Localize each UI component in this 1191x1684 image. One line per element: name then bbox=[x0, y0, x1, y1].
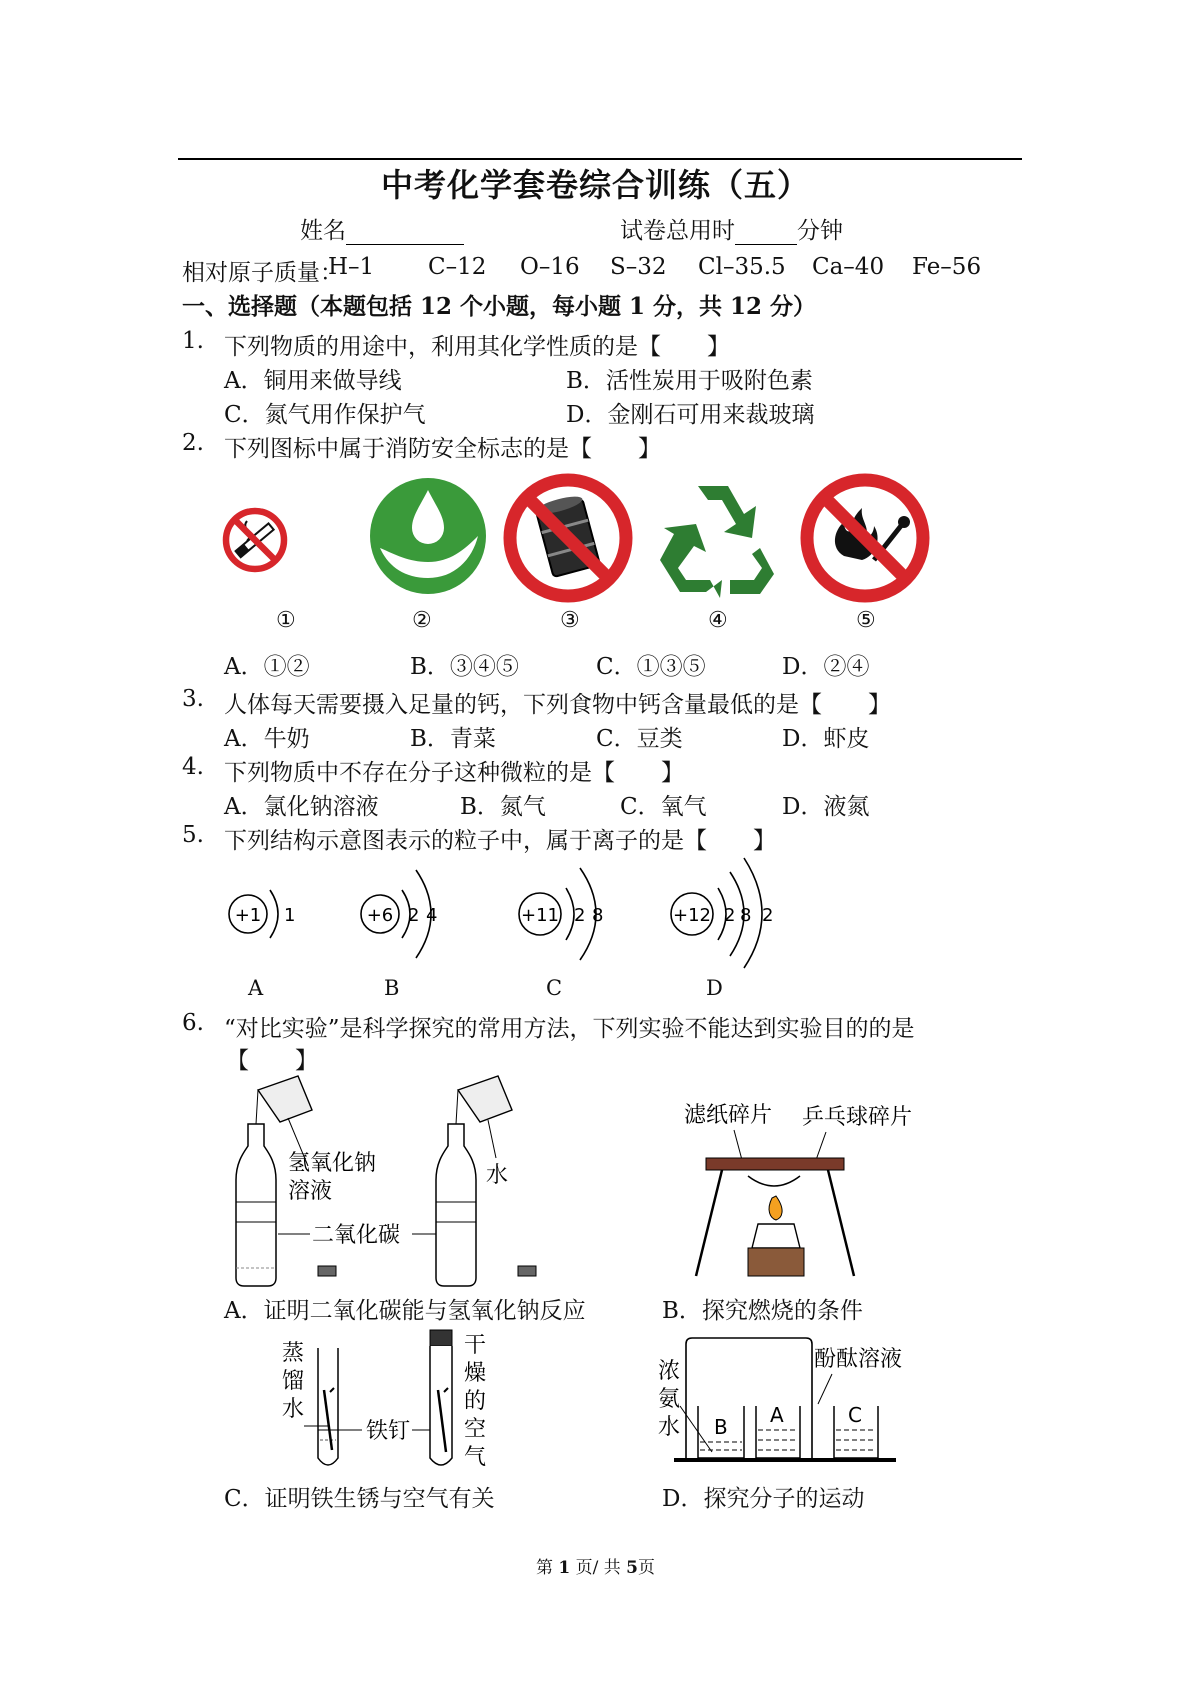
particle-diagram-d bbox=[668, 856, 798, 970]
particle-b-shell-2: 4 bbox=[426, 905, 438, 926]
page-title: 中考化学套卷综合训练（五） bbox=[380, 166, 810, 204]
q4-stem: 下列物质中不存在分子这种微粒的是【 】 bbox=[224, 760, 684, 786]
particle-c-nucleus: +11 bbox=[521, 905, 559, 926]
fig-d-ammonia-1: 浓 bbox=[658, 1359, 681, 1384]
q4-option-c[interactable]: C．氧气 bbox=[620, 794, 707, 820]
q6-caption-d: D．探究分子的运动 bbox=[662, 1486, 865, 1512]
q6-number: 6. bbox=[182, 1010, 204, 1036]
q4-number: 4. bbox=[182, 754, 204, 780]
q3-option-c[interactable]: C．豆类 bbox=[596, 726, 683, 752]
fig-d-beaker-c: C bbox=[848, 1403, 862, 1427]
q6-caption-a: A．证明二氧化碳能与氢氧化钠反应 bbox=[224, 1298, 586, 1324]
total-pages: 5 bbox=[626, 1558, 639, 1578]
no-open-flame-sign bbox=[800, 474, 930, 602]
name-field: 姓名 bbox=[300, 212, 464, 245]
fig-d-ammonia-2: 氨 bbox=[658, 1387, 681, 1412]
time-field: 试卷总用时 分钟 bbox=[620, 218, 843, 244]
q2-option-a[interactable]: A．①② bbox=[224, 654, 310, 680]
particle-label-d: D bbox=[706, 976, 723, 1000]
sign-label-1: ① bbox=[276, 608, 296, 633]
name-blank[interactable] bbox=[346, 218, 464, 245]
q2-option-d[interactable]: D．②④ bbox=[782, 654, 870, 680]
q3-number: 3. bbox=[182, 686, 204, 712]
q4-option-b[interactable]: B．氮气 bbox=[460, 794, 546, 820]
fig-a-co2-label: 二氧化碳 bbox=[312, 1223, 401, 1248]
atomic-mass-label: 相对原子质量： bbox=[182, 260, 343, 286]
q6-stem: “对比实验”是科学探究的常用方法，下列实验不能达到实验目的的是 bbox=[224, 1016, 915, 1042]
particle-c-shell-2: 8 bbox=[592, 905, 604, 926]
sign-label-2: ② bbox=[412, 608, 432, 633]
particle-d-shell-2: 8 bbox=[740, 905, 752, 926]
q1-number: 1. bbox=[182, 328, 204, 354]
q1-option-d[interactable]: D．金刚石可用来裁玻璃 bbox=[566, 402, 815, 428]
q1-option-b[interactable]: B．活性炭用于吸附色素 bbox=[566, 368, 813, 394]
fig-c-distilled-2: 馏 bbox=[282, 1369, 305, 1394]
atomic-mass-cl: Cl–35.5 bbox=[698, 254, 786, 280]
q3-option-b[interactable]: B．青菜 bbox=[410, 726, 496, 752]
fig-a-naoh-label-2: 溶液 bbox=[288, 1179, 333, 1204]
fig-c-dry-3: 的 bbox=[464, 1389, 487, 1414]
fig-c-distilled-3: 水 bbox=[282, 1397, 305, 1422]
atomic-mass-h: H–1 bbox=[328, 254, 375, 280]
fig-c-dry-1: 干 bbox=[464, 1333, 487, 1358]
particle-diagram-a bbox=[226, 862, 306, 962]
particle-d-shell-3: 2 bbox=[762, 905, 774, 926]
fig-c-dry-5: 气 bbox=[464, 1445, 487, 1470]
particle-c-shell-1: 2 bbox=[574, 905, 586, 926]
page-footer: 第 1 页/ 共 5页 bbox=[535, 1558, 656, 1578]
particle-b-shell-1: 2 bbox=[408, 905, 420, 926]
q2-stem: 下列图标中属于消防安全标志的是【 】 bbox=[224, 436, 661, 462]
sign-label-4: ④ bbox=[708, 608, 728, 633]
section-heading: 一、选择题（本题包括 12 个小题，每小题 1 分，共 12 分） bbox=[182, 293, 817, 320]
sign-label-5: ⑤ bbox=[856, 608, 876, 633]
fig-c-distilled-1: 蒸 bbox=[282, 1341, 305, 1366]
no-oil-drum-sign bbox=[504, 474, 632, 602]
q1-option-c[interactable]: C．氮气用作保护气 bbox=[224, 402, 426, 428]
fig-a-water-label: 水 bbox=[486, 1163, 509, 1188]
time-blank[interactable] bbox=[735, 218, 797, 245]
particle-b-nucleus: +6 bbox=[366, 905, 394, 926]
q4-option-a[interactable]: A．氯化钠溶液 bbox=[224, 794, 379, 820]
q3-option-d[interactable]: D．虾皮 bbox=[782, 726, 870, 752]
figure-a-co2-naoh bbox=[222, 1072, 562, 1292]
fig-a-naoh-label: 氢氧化钠 bbox=[288, 1151, 377, 1176]
q6-caption-b: B．探究燃烧的条件 bbox=[662, 1298, 863, 1324]
q6-caption-c: C．证明铁生锈与空气有关 bbox=[224, 1486, 495, 1512]
q2-option-c[interactable]: C．①③⑤ bbox=[596, 654, 706, 680]
water-drop-sign bbox=[368, 476, 488, 602]
atomic-mass-ca: Ca–40 bbox=[812, 254, 885, 280]
particle-d-nucleus: +12 bbox=[673, 905, 711, 926]
figure-d-molecules bbox=[656, 1334, 936, 1482]
particle-diagram-c bbox=[516, 858, 636, 968]
q5-number: 5. bbox=[182, 822, 204, 848]
fig-d-phenol-label: 酚酞溶液 bbox=[814, 1347, 903, 1372]
figure-b-combustion bbox=[676, 1100, 936, 1290]
q6-answer-bracket: 【 】 bbox=[226, 1048, 318, 1074]
current-page: 1 bbox=[558, 1558, 571, 1578]
particle-label-c: C bbox=[546, 976, 563, 1000]
fig-c-nail-label: 铁钉 bbox=[366, 1419, 411, 1444]
fig-d-beaker-a: A bbox=[770, 1403, 784, 1427]
fig-c-dry-2: 燥 bbox=[464, 1361, 487, 1386]
q5-stem: 下列结构示意图表示的粒子中，属于离子的是【 】 bbox=[224, 828, 776, 854]
fig-b-pingpong-label: 乒乓球碎片 bbox=[802, 1105, 913, 1130]
fig-d-ammonia-3: 水 bbox=[658, 1415, 681, 1440]
atomic-mass-fe: Fe–56 bbox=[912, 254, 982, 280]
q4-option-d[interactable]: D．液氮 bbox=[782, 794, 870, 820]
particle-diagram-b bbox=[358, 858, 468, 968]
fig-c-dry-4: 空 bbox=[464, 1417, 487, 1442]
no-smoking-sign bbox=[222, 474, 288, 606]
particle-a-nucleus: +1 bbox=[234, 905, 262, 926]
q2-option-b[interactable]: B．③④⑤ bbox=[410, 654, 519, 680]
atomic-mass-o: O–16 bbox=[520, 254, 580, 280]
particle-label-a: A bbox=[248, 976, 264, 1000]
atomic-mass-s: S–32 bbox=[610, 254, 667, 280]
sign-label-3: ③ bbox=[560, 608, 580, 633]
fig-d-beaker-b: B bbox=[714, 1415, 728, 1439]
q1-stem: 下列物质的用途中，利用其化学性质的是【 】 bbox=[224, 334, 730, 360]
particle-label-b: B bbox=[384, 976, 400, 1000]
q1-option-a[interactable]: A．铜用来做导线 bbox=[224, 368, 402, 394]
figure-c-rust bbox=[274, 1330, 514, 1480]
atomic-mass-c: C–12 bbox=[428, 254, 487, 280]
q3-option-a[interactable]: A．牛奶 bbox=[224, 726, 310, 752]
fig-b-filter-label: 滤纸碎片 bbox=[684, 1103, 773, 1128]
q2-number: 2. bbox=[182, 430, 204, 456]
particle-d-shell-1: 2 bbox=[724, 905, 736, 926]
recycle-sign bbox=[650, 476, 780, 602]
q3-stem: 人体每天需要摄入足量的钙，下列食物中钙含量最低的是【 】 bbox=[224, 692, 891, 718]
particle-a-shell-1: 1 bbox=[284, 905, 296, 926]
